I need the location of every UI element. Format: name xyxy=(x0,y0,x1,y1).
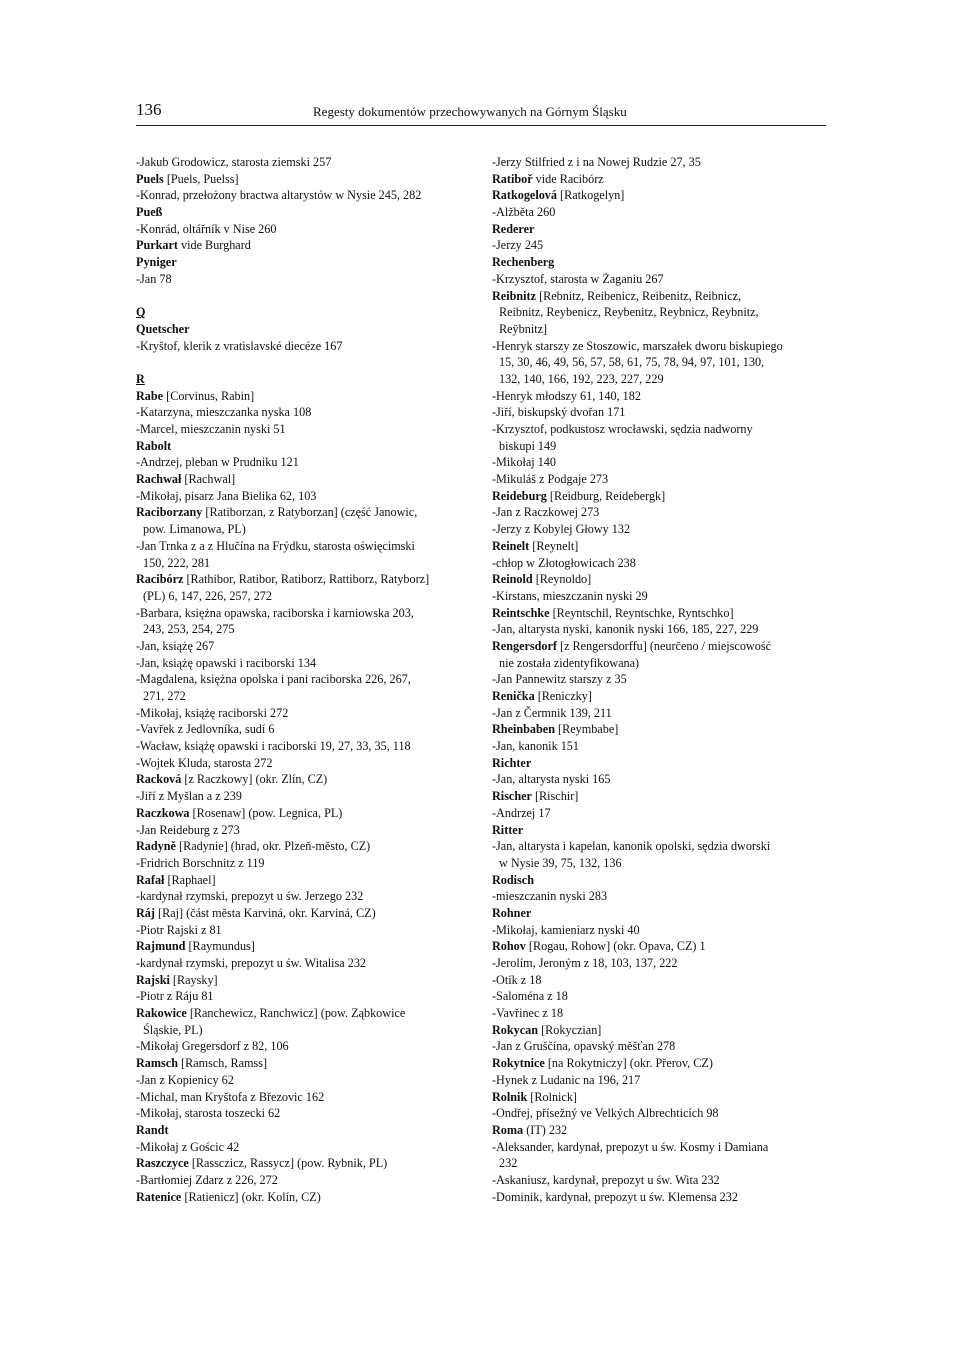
index-subentry xyxy=(136,404,481,421)
headword: Rolnik xyxy=(492,1089,528,1104)
headword: Rederer xyxy=(492,221,535,236)
headword: Rajski xyxy=(136,972,170,987)
entry-text: -Konrad, przełożony bractwa altarystów w Nysie 245, 282 xyxy=(136,188,422,203)
entry-text: [Ratiborzan, z Ratyborzan] (część Janowic, xyxy=(202,505,418,520)
headword: Ramsch xyxy=(136,1056,178,1071)
section-letter-heading xyxy=(136,304,481,321)
entry-text: Śląskie, PL) xyxy=(143,1022,203,1037)
entry-text: -Bartłomiej Zdarz z 226, 272 xyxy=(136,1172,278,1187)
entry-text: -Mikołaj, pisarz Jana Bielika 62, 103 xyxy=(136,488,317,503)
index-subentry xyxy=(136,221,481,238)
entry-text: -Michal, man Kryštofa z Březovic 162 xyxy=(136,1089,325,1104)
index-entry-headword xyxy=(492,788,828,805)
index-entry-headword xyxy=(492,488,828,505)
index-entry-continuation xyxy=(492,438,828,455)
entry-text: -Mikołaj, książę raciborski 272 xyxy=(136,705,289,720)
index-subentry xyxy=(136,338,481,355)
index-entry-continuation xyxy=(492,655,828,672)
entry-text: 150, 222, 281 xyxy=(143,555,211,570)
entry-text: -Piotr z Ráju 81 xyxy=(136,989,214,1004)
entry-text: -kardynał rzymski, prepozyt u św. Witalisa 232 xyxy=(136,956,367,970)
entry-text: -Saloména z 18 xyxy=(492,989,568,1004)
headword: Purkart xyxy=(136,238,178,253)
index-subentry xyxy=(492,771,828,788)
index-subentry xyxy=(492,1189,828,1206)
index-entry-headword xyxy=(492,822,828,839)
index-entry-headword xyxy=(492,221,828,238)
index-subentry xyxy=(492,1005,828,1022)
index-subentry xyxy=(492,738,828,755)
index-subentry xyxy=(136,755,481,772)
index-subentry xyxy=(492,404,828,421)
entry-text: [Rogau, Rohow] (okr. Opava, CZ) 1 xyxy=(525,939,706,954)
index-entry-headword xyxy=(492,905,828,922)
headword: Raszczyce xyxy=(136,1156,189,1171)
entry-text: w Nysie 39, 75, 132, 136 xyxy=(499,855,622,870)
index-entry-headword xyxy=(136,204,481,221)
index-subentry xyxy=(136,655,481,672)
index-entry-headword xyxy=(136,388,481,405)
index-subentry xyxy=(492,454,828,471)
index-subentry xyxy=(136,888,481,905)
index-subentry xyxy=(492,1105,828,1122)
index-subentry xyxy=(492,671,828,688)
index-subentry xyxy=(136,955,481,972)
entry-text: -Andrzej 17 xyxy=(492,805,551,820)
entry-text: [Ratienicz] (okr. Kolín, CZ) xyxy=(181,1189,321,1204)
headword: Rabolt xyxy=(136,438,172,453)
entry-text: -Magdalena, księżna opolska i pani raciborska 226, 267, xyxy=(136,672,411,687)
index-entry-headword xyxy=(136,471,481,488)
index-subentry xyxy=(492,972,828,989)
index-subentry xyxy=(492,504,828,521)
entry-text: -Krzysztof, starosta w Żaganiu 267 xyxy=(492,271,664,286)
entry-text: [z Rengersdorffu] (neurčeno / miejscowość xyxy=(556,638,771,653)
index-entry-headword xyxy=(492,171,828,188)
index-subentry xyxy=(492,1172,828,1189)
index-subentry xyxy=(136,855,481,872)
entry-text: -Mikołaj, kamieniarz nyski 40 xyxy=(492,922,640,937)
index-entry-headword xyxy=(492,1022,828,1039)
index-entry-headword xyxy=(136,438,481,455)
index-entry-headword xyxy=(136,571,481,588)
entry-text: -Jakub Grodowicz, starosta ziemski 257 xyxy=(136,155,332,169)
entry-text: [Rebnitz, Reibenicz, Reibenitz, Reibnicz, xyxy=(536,288,742,303)
index-entry-continuation xyxy=(136,588,481,605)
headword: Rohov xyxy=(492,939,526,954)
index-subentry xyxy=(136,488,481,505)
index-entry-headword xyxy=(136,321,481,338)
index-subentry xyxy=(492,271,828,288)
entry-text: -Ondřej, přísežný ve Velkých Albrechticích 98 xyxy=(492,1106,719,1121)
index-subentry xyxy=(492,805,828,822)
index-subentry xyxy=(492,388,828,405)
entry-text: -Vavřinec z 18 xyxy=(492,1006,564,1021)
entry-text: -Katarzyna, mieszczanka nyska 108 xyxy=(136,405,312,420)
index-subentry xyxy=(136,922,481,939)
entry-text: (IT) 232 xyxy=(523,1122,568,1137)
index-subentry xyxy=(492,338,828,355)
headword: Radyně xyxy=(136,839,176,854)
index-entry-headword xyxy=(492,1122,828,1139)
index-entry-continuation xyxy=(492,304,828,321)
index-entry-headword xyxy=(136,771,481,788)
entry-text: Reÿbnitz] xyxy=(499,321,548,336)
entry-text: [Raymundus] xyxy=(185,939,255,954)
index-entry-headword xyxy=(492,254,828,271)
index-subentry xyxy=(136,638,481,655)
headword: Rakowice xyxy=(136,1006,187,1021)
index-subentry xyxy=(136,1089,481,1106)
entry-text: [Puels, Puelss] xyxy=(163,171,239,186)
index-subentry xyxy=(492,1072,828,1089)
index-subentry xyxy=(136,154,481,171)
headword: Reibnitz xyxy=(492,288,537,303)
index-entry-headword xyxy=(136,938,481,955)
index-entry-continuation xyxy=(492,855,828,872)
index-subentry xyxy=(136,1105,481,1122)
index-subentry xyxy=(136,738,481,755)
entry-text: [Radynie] (hrad, okr. Plzeň-město, CZ) xyxy=(175,839,371,854)
index-entry-headword xyxy=(136,805,481,822)
headword: Rodisch xyxy=(492,872,534,887)
headword: Pueß xyxy=(136,205,163,220)
entry-text: [Rokyczian] xyxy=(538,1022,602,1037)
index-entry-headword xyxy=(136,972,481,989)
headword: Rokycan xyxy=(492,1022,539,1037)
headword: Raczkowa xyxy=(136,805,190,820)
entry-text: [Raphael] xyxy=(164,872,216,887)
index-subentry xyxy=(136,788,481,805)
headword: Ritter xyxy=(492,822,524,837)
index-subentry xyxy=(136,721,481,738)
index-entry-headword xyxy=(136,171,481,188)
index-subentry xyxy=(492,838,828,855)
entry-text: -Jan z Raczkowej 273 xyxy=(492,505,600,520)
entry-text: -Jerzy Stilfried z i na Nowej Rudzie 27, 35 xyxy=(492,155,701,169)
index-entry-headword xyxy=(492,755,828,772)
headword: Rengersdorf xyxy=(492,638,557,653)
headword: Rokytnice xyxy=(492,1056,545,1071)
index-subentry xyxy=(492,621,828,638)
entry-text: [Reynoldo] xyxy=(532,572,592,587)
headword: Rafał xyxy=(136,872,165,887)
headword: Rajmund xyxy=(136,939,186,954)
headword: Puels xyxy=(136,171,164,186)
headword: Rohner xyxy=(492,905,532,920)
headword: Rheinbaben xyxy=(492,722,555,737)
entry-text: -Fridrich Borschnitz z 119 xyxy=(136,855,265,870)
headword: Ratiboř xyxy=(492,171,533,186)
index-subentry xyxy=(492,922,828,939)
index-entry-headword xyxy=(136,1005,481,1022)
entry-text: -Jan, altarysta nyski, kanonik nyski 166, 185, 227, 229 xyxy=(492,622,759,637)
entry-text: -Askaniusz, kardynał, prepozyt u św. Wita 232 xyxy=(492,1172,720,1187)
entry-text: -Kirstans, mieszczanin nyski 29 xyxy=(492,588,648,603)
index-entry-continuation xyxy=(136,555,481,572)
entry-text: 132, 140, 166, 192, 223, 227, 229 xyxy=(499,371,664,386)
headword: Reinold xyxy=(492,572,533,587)
entry-text: -Kryštof, klerik z vratislavské diecéze 167 xyxy=(136,338,343,353)
index-entry-headword xyxy=(136,237,481,254)
entry-text: -Jiří z Myšlan a z 239 xyxy=(136,789,242,804)
entry-text: -Jerolím, Jeroným z 18, 103, 137, 222 xyxy=(492,956,678,970)
entry-text: [Rolnick] xyxy=(527,1089,577,1104)
entry-text: -Alžběta 260 xyxy=(492,205,556,220)
entry-text: [Reniczky] xyxy=(534,689,592,703)
entry-text: -Barbara, księżna opawska, raciborska i karniowska 203, xyxy=(136,605,414,620)
entry-text: [Raj] (část města Karviná, okr. Karviná, CZ) xyxy=(154,905,376,920)
entry-text: -Henryk starszy ze Stoszowic, marszałek dworu biskupiego xyxy=(492,338,783,353)
index-subentry xyxy=(136,454,481,471)
entry-text: biskupi 149 xyxy=(499,438,557,453)
index-entry-headword xyxy=(136,1189,481,1206)
headword: Racková xyxy=(136,772,182,787)
index-subentry xyxy=(136,187,481,204)
page-header xyxy=(136,100,826,126)
entry-text: [Reynelt] xyxy=(529,538,579,553)
entry-text: [Reymbabe] xyxy=(555,722,619,737)
entry-text: -Jerzy z Kobylej Głowy 132 xyxy=(492,522,631,537)
entry-text: [Raysky] xyxy=(169,972,218,987)
index-entry-headword xyxy=(492,288,828,305)
index-subentry xyxy=(492,588,828,605)
index-column-left xyxy=(136,154,481,1205)
section-letter: R xyxy=(136,371,145,386)
entry-text: (PL) 6, 147, 226, 257, 272 xyxy=(143,588,272,603)
section-letter-heading xyxy=(136,371,481,388)
index-entry-headword xyxy=(136,1122,481,1139)
index-subentry xyxy=(136,1038,481,1055)
entry-text: -Jan z Čermnik 139, 211 xyxy=(492,705,612,720)
entry-text: -Henryk młodszy 61, 140, 182 xyxy=(492,388,641,403)
headword: Pyniger xyxy=(136,255,177,270)
entry-text: -kardynał rzymski, prepozyt u św. Jerzego 232 xyxy=(136,889,364,904)
entry-text: [Reidburg, Reidebergk] xyxy=(546,488,666,503)
entry-text: [Rachwal] xyxy=(181,472,236,487)
index-entry-headword xyxy=(136,254,481,271)
entry-text: [Reyntschil, Reyntschke, Ryntschko] xyxy=(549,605,734,620)
entry-text: -Konrád, oltářník v Nise 260 xyxy=(136,221,277,236)
index-subentry xyxy=(136,605,481,622)
index-subentry xyxy=(136,705,481,722)
index-entry-continuation xyxy=(136,521,481,538)
index-entry-headword xyxy=(492,872,828,889)
headword: Ráj xyxy=(136,905,155,920)
index-entry-headword xyxy=(492,605,828,622)
index-entry-continuation xyxy=(492,321,828,338)
index-entry-headword xyxy=(492,938,828,955)
index-subentry xyxy=(492,955,828,972)
headword: Rachwał xyxy=(136,472,182,487)
headword: Reinelt xyxy=(492,538,530,553)
entry-text: -Mikołaj z Gościc 42 xyxy=(136,1139,240,1154)
entry-text: -Dominik, kardynał, prepozyt u św. Klemensa 232 xyxy=(492,1189,738,1204)
index-entry-headword xyxy=(136,504,481,521)
entry-text: -Mikołaj, starosta toszecki 62 xyxy=(136,1106,281,1121)
spacer xyxy=(136,288,481,305)
headword: Ratkogelová xyxy=(492,188,557,203)
entry-text: -Andrzej, pleban w Prudniku 121 xyxy=(136,455,299,470)
index-subentry xyxy=(136,421,481,438)
entry-text: -Jan z Gruščína, opavský měšťan 278 xyxy=(492,1039,676,1054)
headword: Reintschke xyxy=(492,605,550,620)
entry-text: -Vavřek z Jedlovníka, sudí 6 xyxy=(136,722,275,737)
entry-text: -Jan, altarysta i kapelan, kanonik opolski, sędzia dworski xyxy=(492,839,771,854)
index-subentry xyxy=(492,555,828,572)
index-entry-headword xyxy=(492,638,828,655)
index-subentry xyxy=(492,237,828,254)
index-subentry xyxy=(136,1072,481,1089)
index-subentry xyxy=(492,471,828,488)
entry-text: [Ratkogelyn] xyxy=(557,188,625,203)
entry-text: [z Raczkowy] (okr. Zlín, CZ) xyxy=(181,772,328,787)
entry-text: 271, 272 xyxy=(143,689,186,703)
index-column-right xyxy=(492,154,828,1205)
entry-text: -Jan Trnka z a z Hlučína na Frýdku, starosta oświęcimski xyxy=(136,538,415,553)
entry-text: -Jan, altarysta nyski 165 xyxy=(492,772,611,787)
headword: Randt xyxy=(136,1122,169,1137)
index-entry-headword xyxy=(136,1055,481,1072)
entry-text: [Corvinus, Rabin] xyxy=(163,388,255,403)
entry-text: [Rischir] xyxy=(531,789,579,804)
entry-text: [Ranchewicz, Ranchwicz] (pow. Ząbkowice xyxy=(186,1006,406,1021)
index-subentry xyxy=(492,705,828,722)
index-subentry xyxy=(492,154,828,171)
entry-text: -mieszczanin nyski 283 xyxy=(492,889,608,904)
entry-text: -Aleksander, kardynał, prepozyt u św. Kosmy i Damiana xyxy=(492,1139,769,1154)
entry-text: -Jan 78 xyxy=(136,271,172,286)
entry-text: vide Burghard xyxy=(177,238,251,253)
index-entry-headword xyxy=(492,187,828,204)
entry-text: -Wojtek Kluda, starosta 272 xyxy=(136,755,273,770)
section-letter: Q xyxy=(136,305,146,320)
index-entry-headword xyxy=(136,872,481,889)
entry-text: -Jan z Kopienicy 62 xyxy=(136,1072,234,1087)
index-entry-continuation xyxy=(136,621,481,638)
entry-text: -Mikołaj Gregersdorf z 82, 106 xyxy=(136,1039,289,1054)
entry-text: vide Racibórz xyxy=(532,171,604,186)
index-entry-headword xyxy=(492,721,828,738)
index-entry-continuation xyxy=(136,688,481,705)
index-entry-headword xyxy=(492,571,828,588)
entry-text: Reibnitz, Reybenicz, Reybenitz, Reybnicz, Reybnitz, xyxy=(499,305,759,320)
headword: Rischer xyxy=(492,789,532,804)
index-subentry xyxy=(136,671,481,688)
entry-text: [Ramsch, Ramss] xyxy=(177,1056,268,1071)
index-subentry xyxy=(492,888,828,905)
entry-text: -Marcel, mieszczanin nyski 51 xyxy=(136,422,286,436)
entry-text: [Rathibor, Ratibor, Ratiborz, Rattiborz, Ratyborz] xyxy=(183,572,430,587)
index-entry-continuation xyxy=(492,1155,828,1172)
index-subentry xyxy=(136,1139,481,1156)
headword: Raciborzany xyxy=(136,505,203,520)
entry-text: -Piotr Rajski z 81 xyxy=(136,922,222,937)
index-subentry xyxy=(492,521,828,538)
index-subentry xyxy=(492,204,828,221)
entry-text: -Otík z 18 xyxy=(492,972,542,987)
headword: Roma xyxy=(492,1122,524,1137)
index-entry-headword xyxy=(492,1055,828,1072)
index-entry-continuation xyxy=(492,354,828,371)
entry-text: -Jerzy 245 xyxy=(492,238,544,253)
index-subentry xyxy=(136,1172,481,1189)
index-entry-continuation xyxy=(492,371,828,388)
headword: Rechenberg xyxy=(492,255,555,270)
index-subentry xyxy=(492,988,828,1005)
index-subentry xyxy=(136,822,481,839)
index-entry-continuation xyxy=(136,1022,481,1039)
headword: Rabe xyxy=(136,388,164,403)
headword: Renička xyxy=(492,689,535,703)
headword: Racibórz xyxy=(136,572,184,587)
entry-text: -Jiří, biskupský dvořan 171 xyxy=(492,405,626,420)
index-subentry xyxy=(136,271,481,288)
entry-text: [na Rokytniczy] (okr. Přerov, CZ) xyxy=(544,1056,713,1071)
index-subentry xyxy=(136,988,481,1005)
entry-text: [Rosenaw] (pow. Legnica, PL) xyxy=(189,805,343,820)
index-subentry xyxy=(136,538,481,555)
entry-text: 232 xyxy=(499,1156,518,1171)
entry-text: 15, 30, 46, 49, 56, 57, 58, 61, 75, 78, 94, 97, 101, 130, xyxy=(499,355,765,370)
entry-text: -Jan, książę 267 xyxy=(136,638,215,653)
index-entry-headword xyxy=(136,905,481,922)
entry-text: 243, 253, 254, 275 xyxy=(143,622,235,637)
headword: Quetscher xyxy=(136,321,190,336)
index-entry-headword xyxy=(492,538,828,555)
entry-text: -Mikuláš z Podgaje 273 xyxy=(492,472,609,487)
entry-text: -Jan, książę opawski i raciborski 134 xyxy=(136,655,317,670)
entry-text: -chłop w Złotogłowicach 238 xyxy=(492,555,636,570)
headword: Reideburg xyxy=(492,488,547,503)
page-number: 136 xyxy=(136,100,162,119)
entry-text: -Wacław, książę opawski i raciborski 19, 27, 33, 35, 118 xyxy=(136,739,411,754)
entry-text: -Mikołaj 140 xyxy=(492,455,556,470)
running-title: Regesty dokumentów przechowywanych na Górnym Śląsku xyxy=(313,104,627,119)
headword: Ratenice xyxy=(136,1189,182,1204)
index-entry-headword xyxy=(136,838,481,855)
entry-text: [Rassczicz, Rassycz] (pow. Rybnik, PL) xyxy=(188,1156,388,1171)
spacer xyxy=(136,354,481,371)
entry-text: -Jan, kanonik 151 xyxy=(492,739,579,754)
entry-text: -Krzysztof, podkustosz wrocławski, sędzia nadworny xyxy=(492,422,753,436)
index-subentry xyxy=(492,1038,828,1055)
index-entry-headword xyxy=(492,1089,828,1106)
entry-text: -Hynek z Ludanic na 196, 217 xyxy=(492,1072,641,1087)
entry-text: -Jan Pannewitz starszy z 35 xyxy=(492,672,627,687)
index-entry-headword xyxy=(136,1155,481,1172)
index-subentry xyxy=(492,421,828,438)
index-entry-headword xyxy=(492,688,828,705)
entry-text: -Jan Reideburg z 273 xyxy=(136,822,240,837)
headword: Richter xyxy=(492,755,532,770)
entry-text: pow. Limanowa, PL) xyxy=(143,522,246,537)
entry-text: nie została zidentyfikowana) xyxy=(499,655,640,670)
index-subentry xyxy=(492,1139,828,1156)
